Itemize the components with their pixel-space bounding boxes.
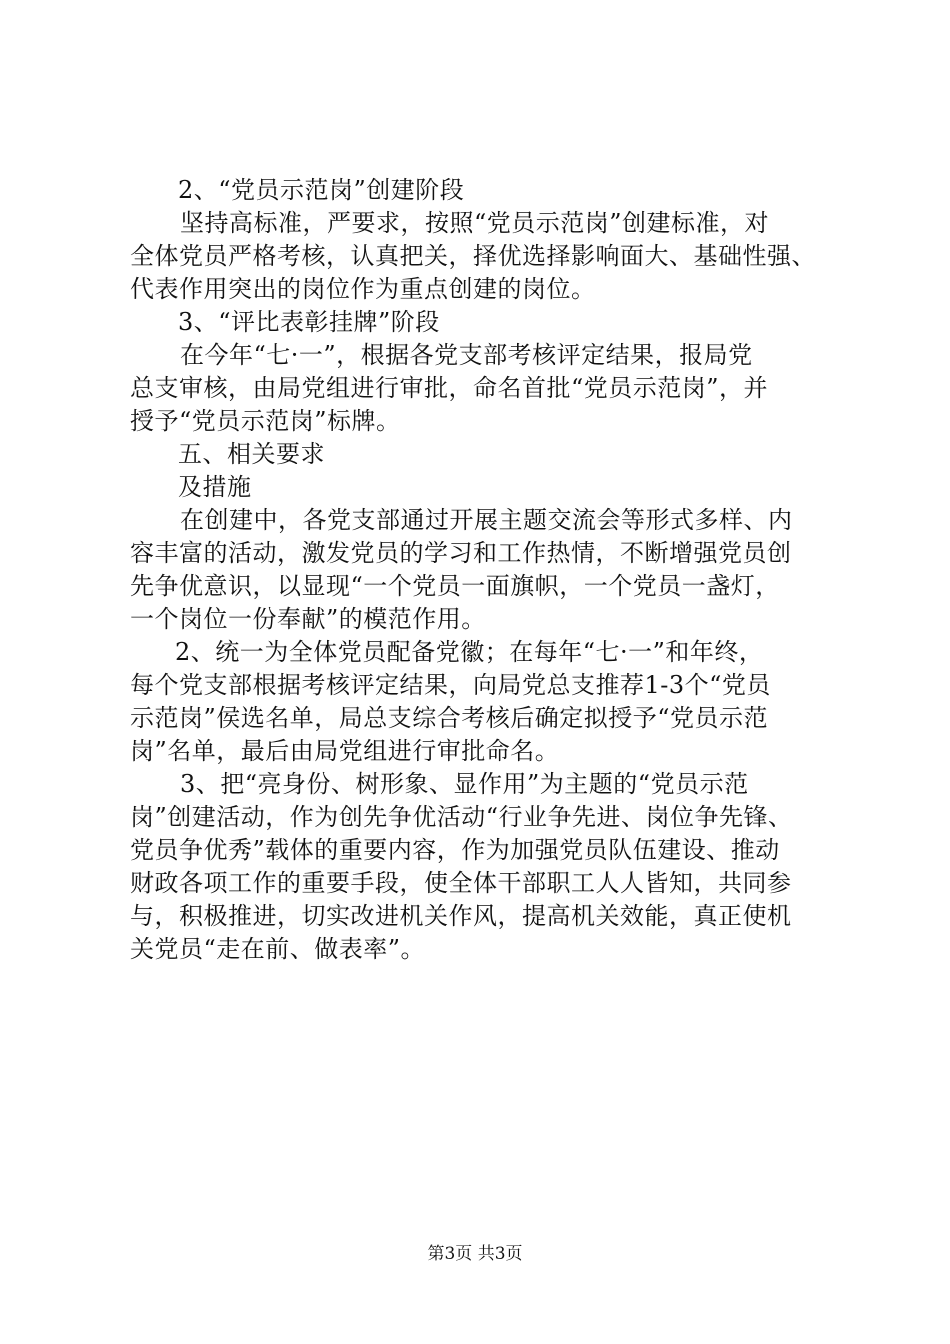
text-line: 容丰富的活动，激发党员的学习和工作热情，不断增强党员创 <box>130 539 792 567</box>
text-line: 五、相关要求 <box>178 440 325 468</box>
text-line: 3、把“亮身份、树形象、显作用”为主题的“党员示范 <box>180 770 749 798</box>
text-line: 党员争优秀”载体的重要内容，作为加强党员队伍建设、推动 <box>130 836 780 864</box>
text-line: 坚持高标准，严要求，按照“党员示范岗”创建标准，对 <box>180 209 770 237</box>
text-line: 及措施 <box>178 473 252 501</box>
text-line: 总支审核，由局党组进行审批，命名首批“党员示范岗”，并 <box>130 374 769 402</box>
text-line: 代表作用突出的岗位作为重点创建的岗位。 <box>130 275 596 303</box>
text-line: 一个岗位一份奉献”的模范作用。 <box>130 605 486 633</box>
text-line: 关党员“走在前、做表率”。 <box>130 935 426 963</box>
text-line: 先争优意识，以显现“一个党员一面旗帜，一个党员一盏灯， <box>130 572 780 600</box>
page-number-footer: 第3页 共3页 <box>427 1244 523 1264</box>
text-line: 3、“评比表彰挂牌”阶段 <box>178 308 440 336</box>
text-line: 在创建中，各党支部通过开展主题交流会等形式多样、内 <box>180 506 793 534</box>
text-line: 全体党员严格考核，认真把关，择优选择影响面大、基础性强、 <box>130 242 816 270</box>
text-line: 岗”创建活动，作为创先争优活动“行业争先进、岗位争先锋、 <box>130 803 793 831</box>
text-line: 示范岗”侯选名单，局总支综合考核后确定拟授予“党员示范 <box>130 704 769 732</box>
text-line: 每个党支部根据考核评定结果，向局党总支推荐1-3个“党员 <box>130 671 771 699</box>
text-line: 2、“党员示范岗”创建阶段 <box>178 176 465 204</box>
text-line: 授予“党员示范岗”标牌。 <box>130 407 401 435</box>
text-line: 岗”名单，最后由局党组进行审批命名。 <box>130 737 560 765</box>
text-line: 财政各项工作的重要手段，使全体干部职工人人皆知，共同参 <box>130 869 792 897</box>
text-line: 2、统一为全体党员配备党徽；在每年“七·一”和年终， <box>175 638 764 666</box>
text-line: 与，积极推进，切实改进机关作风，提高机关效能，真正使机 <box>130 902 792 930</box>
text-line: 在今年“七·一”，根据各党支部考核评定结果，报局党 <box>180 341 753 369</box>
